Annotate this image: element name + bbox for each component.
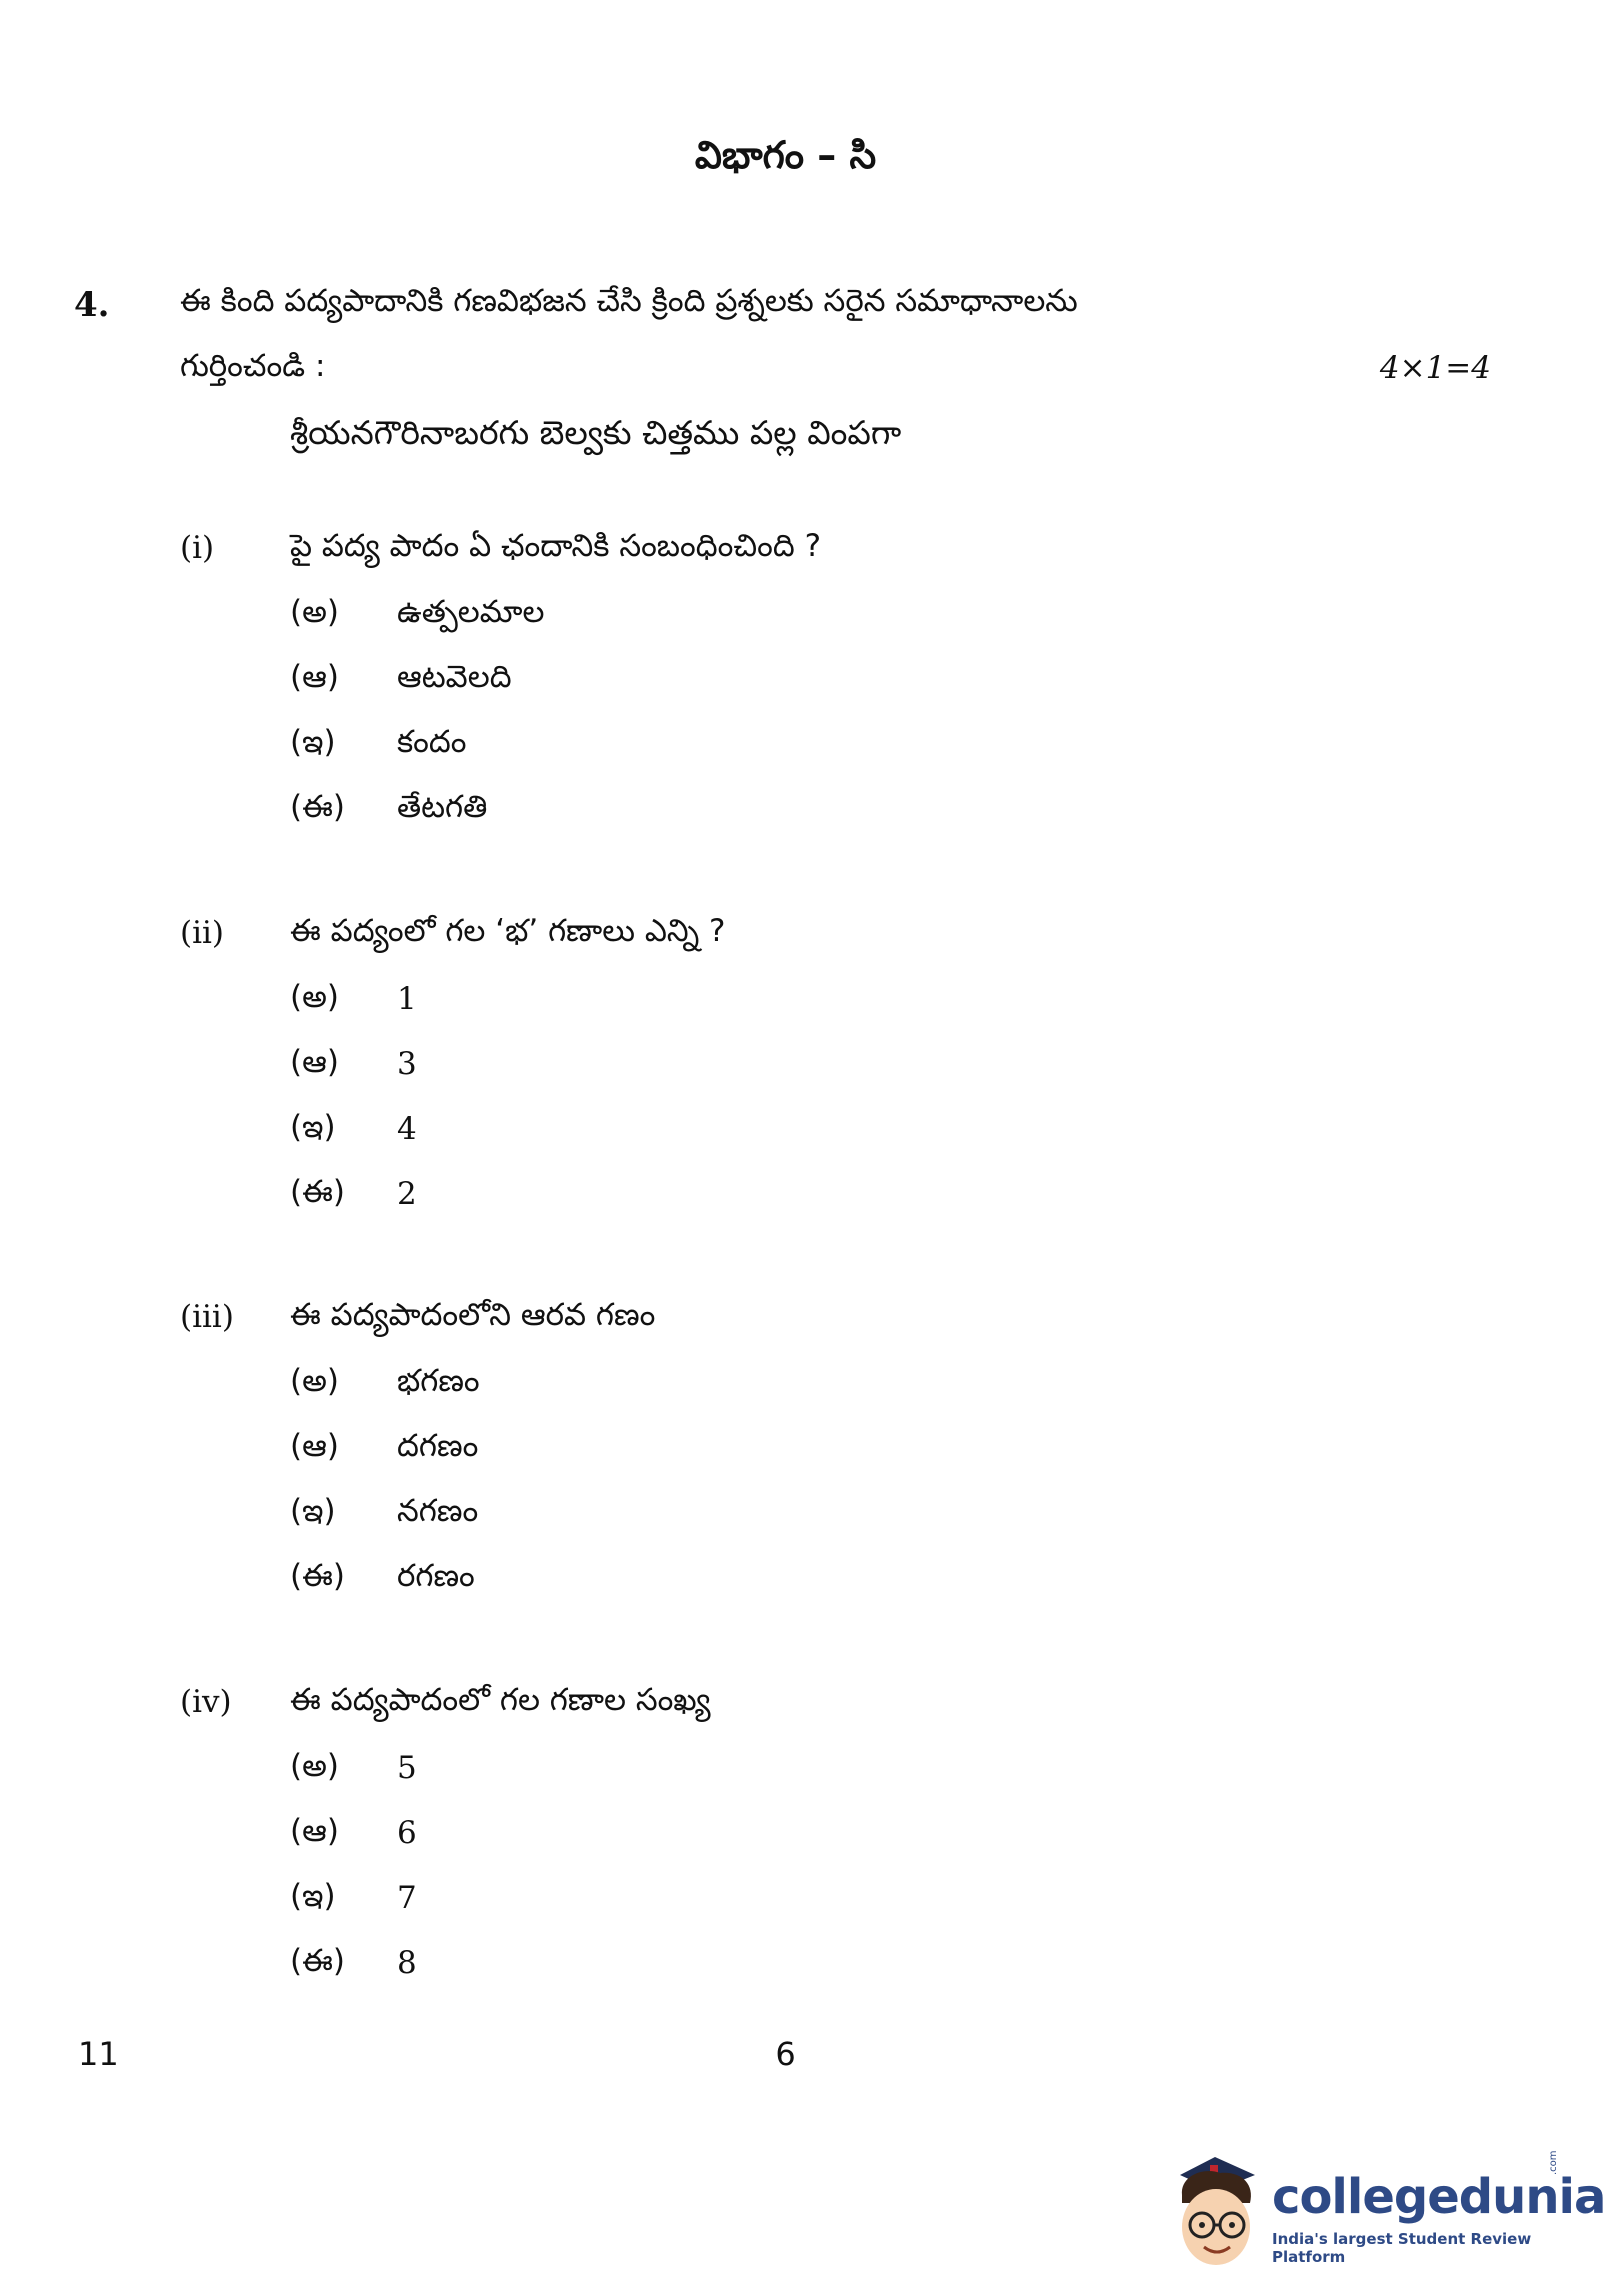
- option-label: (అ): [290, 594, 339, 630]
- page-number: 6: [775, 2035, 796, 2073]
- subquestion-number: (ii): [180, 915, 225, 951]
- option-label: (ఇ): [290, 724, 336, 760]
- option-text: 2: [397, 1176, 417, 1212]
- question-text-line1: ఈ కింది పద్యపాదానికి గణవిభజన చేసి క్రింది ప్రశ్నలకు సరైన సమాధానాలను: [180, 283, 1078, 319]
- option-text: 1: [397, 981, 417, 1017]
- collegedunia-logo: [1160, 2145, 1605, 2275]
- subquestion-text: ఈ పద్యంలో గల ‘భ’ గణాలు ఎన్ని ?: [290, 913, 726, 949]
- subquestion-number: (iii): [180, 1299, 234, 1335]
- subquestion-text: ఈ పద్యపాదంలోని ఆరవ గణం: [290, 1297, 656, 1333]
- option-text: ఉత్పలమాల: [397, 594, 545, 630]
- subquestion-number: (i): [180, 530, 215, 566]
- option-label: (అ): [290, 1748, 339, 1784]
- option-label: (అ): [290, 979, 339, 1015]
- subquestion-number: (iv): [180, 1684, 232, 1720]
- option-label: (ఇ): [290, 1109, 336, 1145]
- option-label: (ఆ): [290, 1813, 339, 1849]
- option-label: (ఈ): [290, 1943, 346, 1979]
- option-text: 6: [397, 1815, 417, 1851]
- section-title: విభాగం – సి: [694, 133, 877, 177]
- logo-wordmark: collegedunia: [1272, 2169, 1605, 2225]
- mascot-icon: [1160, 2145, 1270, 2275]
- option-text: దగణం: [397, 1428, 479, 1464]
- subquestion-text: ఈ పద్యపాదంలో గల గణాల సంఖ్య: [290, 1682, 711, 1718]
- option-label: (ఈ): [290, 1558, 346, 1594]
- option-label: (ఆ): [290, 659, 339, 695]
- option-label: (ఈ): [290, 789, 346, 825]
- option-label: (ఆ): [290, 1428, 339, 1464]
- question-text-line2: గుర్తించండి :: [180, 348, 326, 384]
- option-label: (అ): [290, 1363, 339, 1399]
- option-text: తేటగతి: [397, 789, 488, 825]
- question-marks: 4×1=4: [1379, 350, 1491, 386]
- option-text: నగణం: [397, 1493, 479, 1529]
- logo-tagline: India's largest Student Review Platform: [1272, 2230, 1532, 2266]
- subquestion-text: పై పద్య పాదం ఏ ఛందానికి సంబంధించింది ?: [290, 528, 822, 564]
- option-text: 3: [397, 1046, 417, 1082]
- verse-line: శ్రీయనగౌరినాబరగు బెల్వకు చిత్తము పల్ల వింపగా: [290, 413, 902, 452]
- option-text: కందం: [397, 724, 467, 760]
- option-text: భగణం: [397, 1363, 480, 1399]
- page-code: 11: [78, 2035, 119, 2073]
- logo-domain: .com: [1548, 2150, 1559, 2175]
- option-label: (ఇ): [290, 1878, 336, 1914]
- option-label: (ఈ): [290, 1174, 346, 1210]
- option-text: 5: [397, 1750, 417, 1786]
- option-text: ఆటవెలది: [397, 659, 512, 695]
- option-text: 7: [397, 1880, 417, 1916]
- option-label: (ఆ): [290, 1044, 339, 1080]
- option-text: 4: [397, 1111, 417, 1147]
- option-text: 8: [397, 1945, 417, 1981]
- option-label: (ఇ): [290, 1493, 336, 1529]
- option-text: రగణం: [397, 1558, 475, 1594]
- question-number: 4.: [74, 285, 110, 325]
